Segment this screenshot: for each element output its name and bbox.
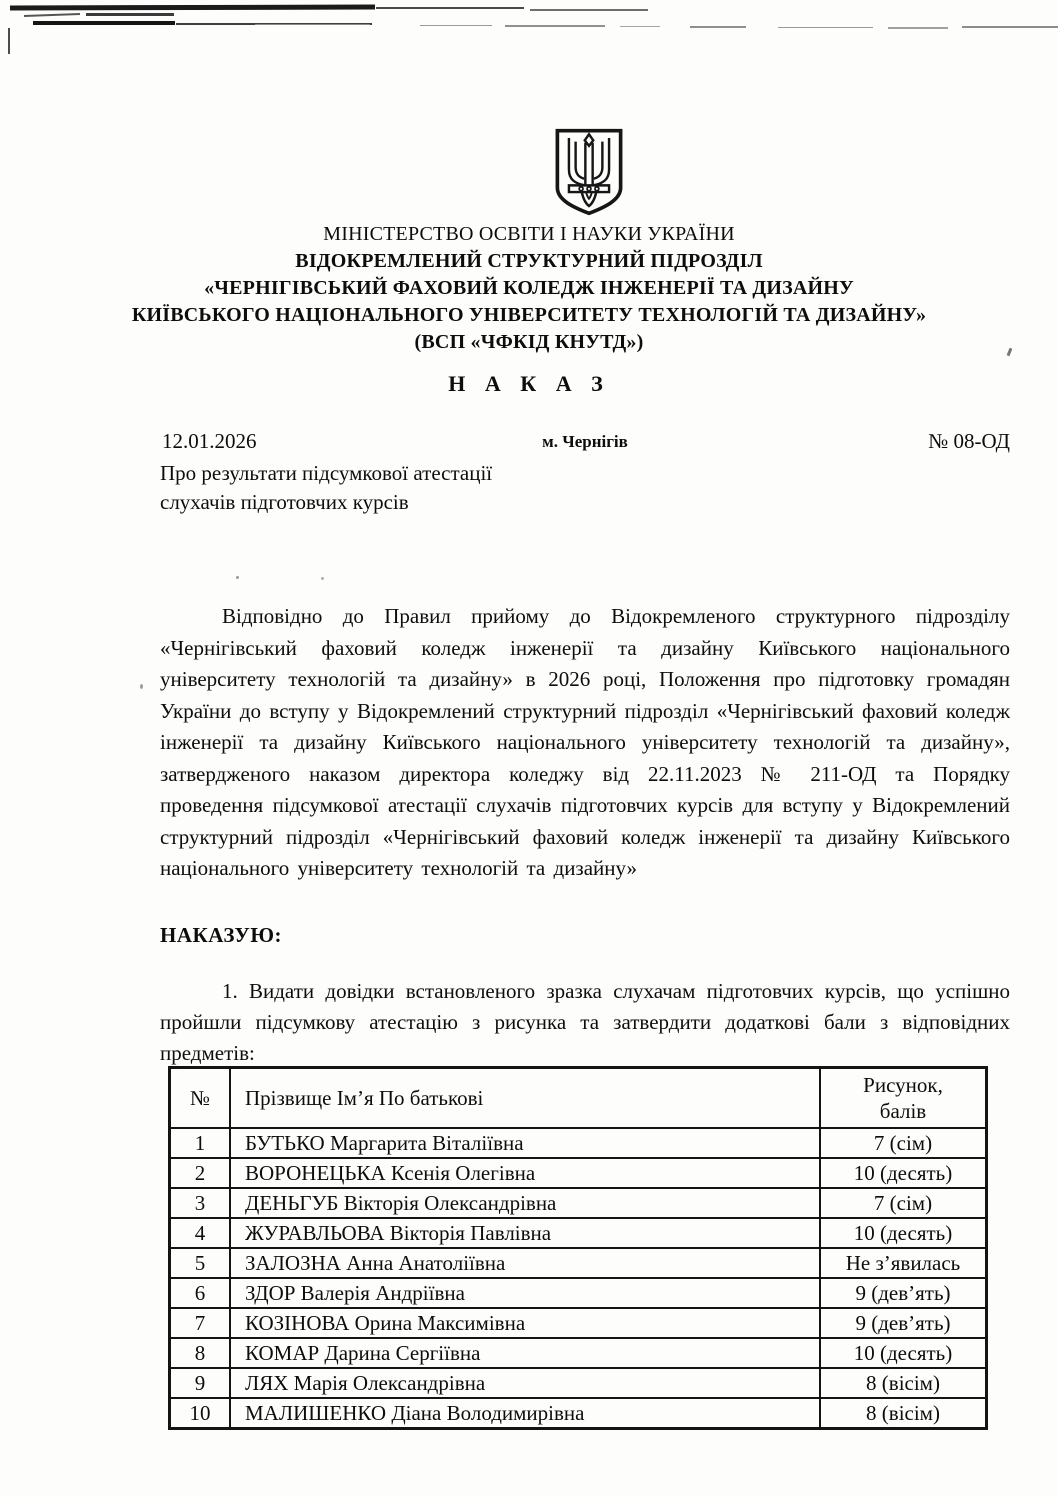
scan-artifact-line (690, 26, 746, 28)
document-date: 12.01.2026 (162, 429, 257, 453)
student-name-cell: КОМАР Дарина Сергіївна (230, 1338, 820, 1368)
org-abbreviation: (ВСП «ЧФКІД КНУТД») (414, 331, 644, 353)
student-name-cell: ЗДОР Валерія Андріївна (230, 1278, 820, 1308)
table-row (170, 1188, 987, 1218)
row-number-cell: 7 (170, 1308, 231, 1338)
student-name-cell: МАЛИШЕНКО Діана Володимирівна (230, 1398, 820, 1429)
row-number-cell: 2 (170, 1158, 231, 1188)
row-number-cell: 10 (170, 1398, 231, 1429)
document-city: м. Чернігів (542, 432, 628, 451)
row-number-cell: 9 (170, 1368, 231, 1398)
order-heading: НАКАЗУЮ: (160, 923, 282, 947)
table-row (170, 1398, 987, 1429)
score-cell: 7 (сім) (820, 1128, 987, 1158)
column-header-name: Прізвище Ім’я По батькові (230, 1068, 820, 1129)
student-name-cell: ЗАЛОЗНА Анна Анатоліївна (230, 1248, 820, 1278)
table-row (170, 1368, 987, 1398)
score-cell: Не з’явилась (820, 1248, 987, 1278)
scan-artifact-speck (321, 577, 324, 580)
table-row (170, 1128, 987, 1158)
org-name-line3: КИЇВСЬКОГО НАЦІОНАЛЬНОГО УНІВЕРСИТЕТУ ТЕХНОЛОГІЙ ТА ДИЗАЙНУ» (131, 304, 927, 326)
results-table-wrapper (168, 1066, 988, 1430)
score-cell: 8 (вісім) (820, 1398, 987, 1429)
scan-artifact-line (962, 26, 1058, 28)
preamble-paragraph: Відповідно до Правил прийому до Відокремленого структурного підрозділу «Чернігівський фаховий коледж інженерії та дизайну Київського національного університету технологій та дизайну» в 2026 році, Положення про підготовку громадян України до вступу у Відокремлений структурний підрозділ «Чернігівський фаховий коледж інженерії та дизайну Київського національного університету технологій та дизайну», затвердженого наказом директора коледжу від 22.11.2023 № 211-ОД та Порядку проведення підсумкової атестації слухачів підготовчих курсів для вступу у Відокремлений структурний підрозділ «Чернігівський фаховий коледж інженерії та дизайну Київського національного університету технологій та дизайну» (160, 604, 1010, 880)
student-name-cell: ДЕНЬГУБ Вікторія Олександрівна (230, 1188, 820, 1218)
table-row (170, 1158, 987, 1188)
student-name-cell: ЖУРАВЛЬОВА Вікторія Павлівна (230, 1218, 820, 1248)
column-header-score (820, 1068, 987, 1129)
scan-artifact-line (24, 13, 80, 17)
document-type-heading: Н А К А З (448, 371, 610, 396)
document-subject: Про результати підсумкової атестації слухачів підготовчих курсів (160, 461, 493, 514)
scan-artifact-line (33, 21, 175, 25)
row-number-cell: 4 (170, 1218, 231, 1248)
scan-artifact-speck (140, 684, 143, 689)
document-number: № 08-ОД (928, 429, 1010, 453)
row-number-cell: 8 (170, 1338, 231, 1368)
row-number-cell: 1 (170, 1128, 231, 1158)
scan-artifact-tick (8, 28, 10, 54)
student-name-cell: БУТЬКО Маргарита Віталіївна (230, 1128, 820, 1158)
table-row (170, 1338, 987, 1368)
score-cell: 9 (дев’ять) (820, 1308, 987, 1338)
org-name-line2: «ЧЕРНІГІВСЬКИЙ ФАХОВИЙ КОЛЕДЖ ІНЖЕНЕРІЇ ТА ДИЗАЙНУ (204, 277, 854, 299)
scan-artifact-line (505, 25, 605, 27)
scan-artifact-line (10, 5, 375, 11)
table-row (170, 1308, 987, 1338)
ministry-name: МІНІСТЕРСТВО ОСВІТИ І НАУКИ УКРАЇНИ (323, 223, 735, 245)
scan-artifact-line (530, 9, 648, 11)
table-row (170, 1248, 987, 1278)
row-number-cell: 3 (170, 1188, 231, 1218)
scan-artifact-line (778, 27, 873, 28)
score-cell: 10 (десять) (820, 1338, 987, 1368)
document-meta-row (160, 429, 1010, 455)
row-number-cell: 6 (170, 1278, 231, 1308)
score-cell: 10 (десять) (820, 1158, 987, 1188)
table-row (170, 1278, 987, 1308)
column-header-score-line2: балів (879, 1099, 927, 1123)
score-cell: 10 (десять) (820, 1218, 987, 1248)
table-header-row (170, 1068, 987, 1129)
column-header-score-line1: Рисунок, (863, 1073, 943, 1097)
order-item-1: 1. Видати довідки встановленого зразка слухачам підготовчих курсів, що успішно пройшли підсумкову атестацію з рисунка та затвердити додаткові бали з відповідних предметів: (160, 979, 1010, 1065)
scan-artifact-line (888, 27, 948, 29)
scan-artifact-speck (236, 576, 239, 579)
table-row (170, 1218, 987, 1248)
row-number-cell: 5 (170, 1248, 231, 1278)
scan-artifact-line (86, 13, 174, 16)
scan-artifact-line (376, 7, 524, 9)
org-name-line1: ВІДОКРЕМЛЕНИЙ СТРУКТУРНИЙ ПІДРОЗДІЛ (295, 250, 763, 272)
scan-artifact-line (420, 25, 492, 26)
score-cell: 9 (дев’ять) (820, 1278, 987, 1308)
results-table (168, 1066, 988, 1430)
ukraine-tryzub-coat-of-arms-icon (551, 127, 627, 217)
student-name-cell: ВОРОНЕЦЬКА Ксенія Олегівна (230, 1158, 820, 1188)
letterhead (20, 221, 1038, 356)
student-name-cell: ЛЯХ Марія Олександрівна (230, 1368, 820, 1398)
scan-artifact-line (255, 24, 370, 25)
column-header-number: № (170, 1068, 231, 1129)
score-cell: 8 (вісім) (820, 1368, 987, 1398)
scan-artifact-line (620, 26, 660, 27)
student-name-cell: КОЗІНОВА Орина Максимівна (230, 1308, 820, 1338)
score-cell: 7 (сім) (820, 1188, 987, 1218)
